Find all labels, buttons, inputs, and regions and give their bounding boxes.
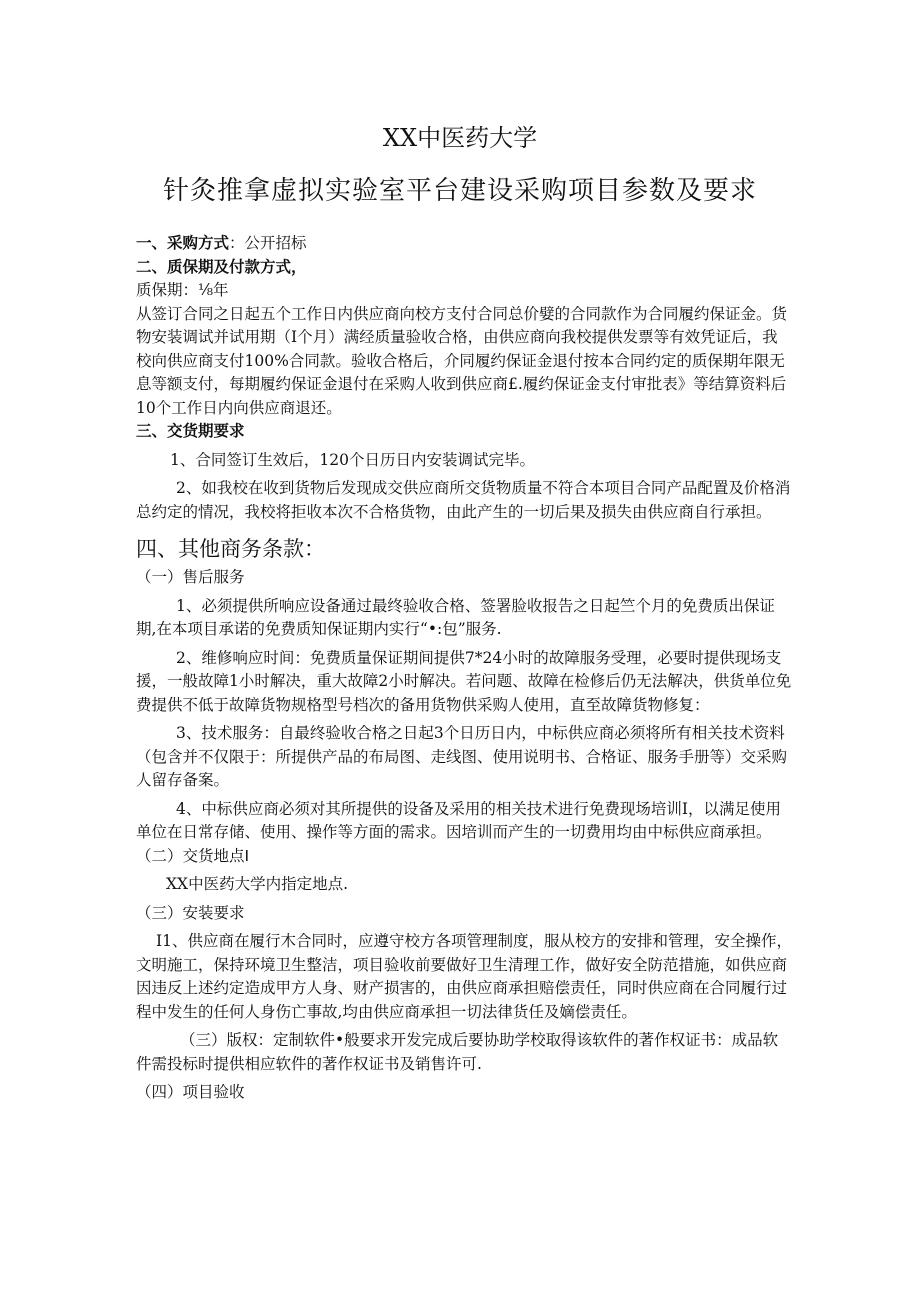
after-sales-item-1: 1、必须提供所响应设备通过最终验收合格、签署脸收报告之日起竺个月的免费质出保证期,在本项目承诺的免费质知保证期内实行“•:包”服务.	[136, 596, 775, 638]
section-other-terms-heading: 四、其他商务条款：	[136, 537, 325, 561]
delivery-location-text: XX中医药大学内指定地点.	[166, 875, 348, 893]
delivery-item-1: 1、合同签订生效后，120个日历日内安装调试完毕。	[170, 450, 535, 469]
after-sales-item-3: 3、技术服务：自最终验收合格之日起3个日历日内，中标供应商必须将所有相关技术资料（包含并不仅限于：所提供产品的布局图、走线图、使用说明书、合格证、服务手册等）交采购人留存备案。	[136, 724, 788, 789]
section-heading: 二、质保期及付款方式，	[136, 257, 307, 276]
after-sales-item-4: 4、中标供应商必须对其所提供的设备及采用的相关技术进行免费现场培训I，以满足使用单位在日常存储、使用、操作等方面的需求。因培训而产生的一切费用均由中标供应商承担。	[136, 799, 781, 841]
warranty-period: 质保期：⅛年	[136, 281, 229, 299]
subsection-after-sales-heading: （一）售后服务	[136, 568, 245, 586]
section-delivery-heading	[136, 420, 792, 444]
subsection-acceptance-heading: （四）项目验收	[136, 1083, 245, 1101]
section-value: ：公开招标	[229, 234, 307, 252]
delivery-item-2: 2、如我校在收到货物后发现成交供应商所交货物质量不符合本项目合同产品配置及价格消总约定的情况，我校将拒收本次不合格货物，由此产生的一切后果及损失由供应商自行承担。	[136, 479, 791, 521]
payment-terms: 从签订合同之日起五个工作日内供应商向校方支付合同总价嬖的合同款作为合同履约保证金。货物安装调试并试用期（I个月）满经质量验收合格，由供应商向我校提供发票等有效凭证后，我校向供应商支付100%合同款。验收合格后，介同履约保证金退付按本合同约定的质保期年限无息等额支付，每期履约保证金退付在采购人收到供应商£.履约保证金支付审批表》等结算资料后10个工作日内向供应商退还。	[136, 304, 788, 417]
section-heading: 三、交货期要求	[136, 422, 245, 440]
section-procurement-method	[136, 232, 792, 256]
document-subtitle: 针灸推拿虚拟实验室平台建设采购项目参数及要求	[162, 176, 757, 206]
subsection-delivery-location-heading: （二）交货地点I	[136, 846, 250, 865]
installation-item-1: I1、供应商在履行木合同时，应遵守校方各项管理制度，服从校方的安排和管理，安全操作，文明施工，保持环境卫生整洁，项目验收前要做好卫生清理工作，做好安全防范措施，如供应商因违反上述约定造成甲方人身、财产损害的，由供应商承担赔偿责任，同时供应商在合同履行过程中发生的任何人身伤亡事故,均由供应商承担一切法律货任及嫡偿责任。	[136, 932, 792, 1021]
section-heading: 一、采购方式	[136, 234, 230, 252]
after-sales-item-2: 2、维修响应时间：免费质量保证期间提供7*24小时的故障服务受理，必要时提供现场支援，一般故障1小时解决，重大故障2小时解决。若问题、故障在检修后仍无法解决，供货单位免费提供不低于故障货物规格型号档次的备用货物供采购人使用，直至故障货物修复：	[136, 648, 792, 714]
subsection-installation-heading: （三）安装要求	[136, 903, 245, 922]
document-title: XX中医药大学	[382, 124, 538, 152]
section-warranty-payment-heading	[136, 256, 792, 280]
installation-copyright: （三）版权：定制软件•般要求开发完成后要协助学校取得该软件的著作权证书：成品软件需投标时提供相应软件的著作权证书及销售许可.	[136, 1031, 779, 1073]
document-body	[136, 232, 792, 1105]
